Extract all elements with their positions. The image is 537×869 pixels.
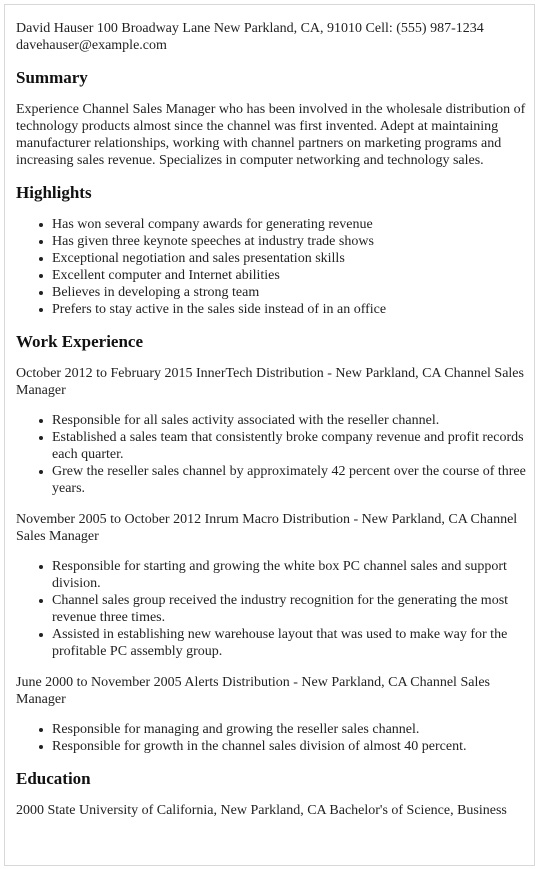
education-text: 2000 State University of California, New Parkland, CA Bachelor's of Science, Business	[16, 803, 507, 818]
job-bullet: Channel sales group received the industry recognition for the generating the most revenue three times.	[52, 592, 526, 626]
job-header: June 2000 to November 2005 Alerts Distribution - New Parkland, CA Channel Sales Manager	[16, 675, 490, 707]
contact-line: David Hauser 100 Broadway Lane New Parkland, CA, 91010 Cell: (555) 987-1234	[16, 21, 484, 36]
job-header: November 2005 to October 2012 Inrum Macro Distribution - New Parkland, CA Channel Sales Manager	[16, 512, 518, 544]
highlight-item: Has won several company awards for generating revenue	[52, 216, 526, 233]
contact-email: davehauser@example.com	[16, 38, 167, 53]
job-bullets	[16, 412, 526, 497]
contact-block	[16, 20, 526, 54]
highlight-item: Has given three keynote speeches at industry trade shows	[52, 233, 526, 250]
highlights-list	[16, 216, 526, 318]
job-bullet: Established a sales team that consistently broke company revenue and profit records each quarter.	[52, 429, 526, 463]
job-entry	[16, 365, 526, 497]
resume-page	[4, 4, 535, 866]
job-bullet: Responsible for growth in the channel sales division of almost 40 percent.	[52, 738, 526, 755]
highlight-item: Prefers to stay active in the sales side instead of in an office	[52, 301, 526, 318]
job-bullet: Responsible for all sales activity associated with the reseller channel.	[52, 412, 526, 429]
job-bullet: Grew the reseller sales channel by approximately 42 percent over the course of three years.	[52, 464, 526, 496]
summary-text: Experience Channel Sales Manager who has been involved in the wholesale distribution of technology products almost since the channel was first invented. Adept at maintaining manufacturer relationships, working with channel partners on marketing programs and increasing sales revenue. Specializes in computer networking and technology sales.	[16, 102, 526, 168]
experience-heading: Work Experience	[16, 332, 144, 351]
highlight-item: Believes in developing a strong team	[52, 284, 526, 301]
job-entry	[16, 674, 526, 755]
job-bullet: Assisted in establishing new warehouse layout that was used to make way for the profitable PC assembly group.	[52, 626, 526, 660]
highlights-heading: Highlights	[16, 183, 92, 202]
job-bullets	[16, 558, 526, 660]
highlight-item: Excellent computer and Internet abilities	[52, 267, 526, 284]
job-bullet: Responsible for managing and growing the reseller sales channel.	[52, 721, 526, 738]
job-bullet: Responsible for starting and growing the white box PC channel sales and support division.	[52, 558, 526, 592]
education-heading: Education	[16, 769, 91, 788]
job-bullets	[16, 721, 526, 755]
job-entry	[16, 511, 526, 660]
summary-heading: Summary	[16, 68, 88, 87]
highlight-item: Exceptional negotiation and sales presentation skills	[52, 250, 526, 267]
job-header: October 2012 to February 2015 InnerTech Distribution - New Parkland, CA Channel Sales Manager	[16, 366, 524, 398]
resume-content	[16, 20, 526, 819]
